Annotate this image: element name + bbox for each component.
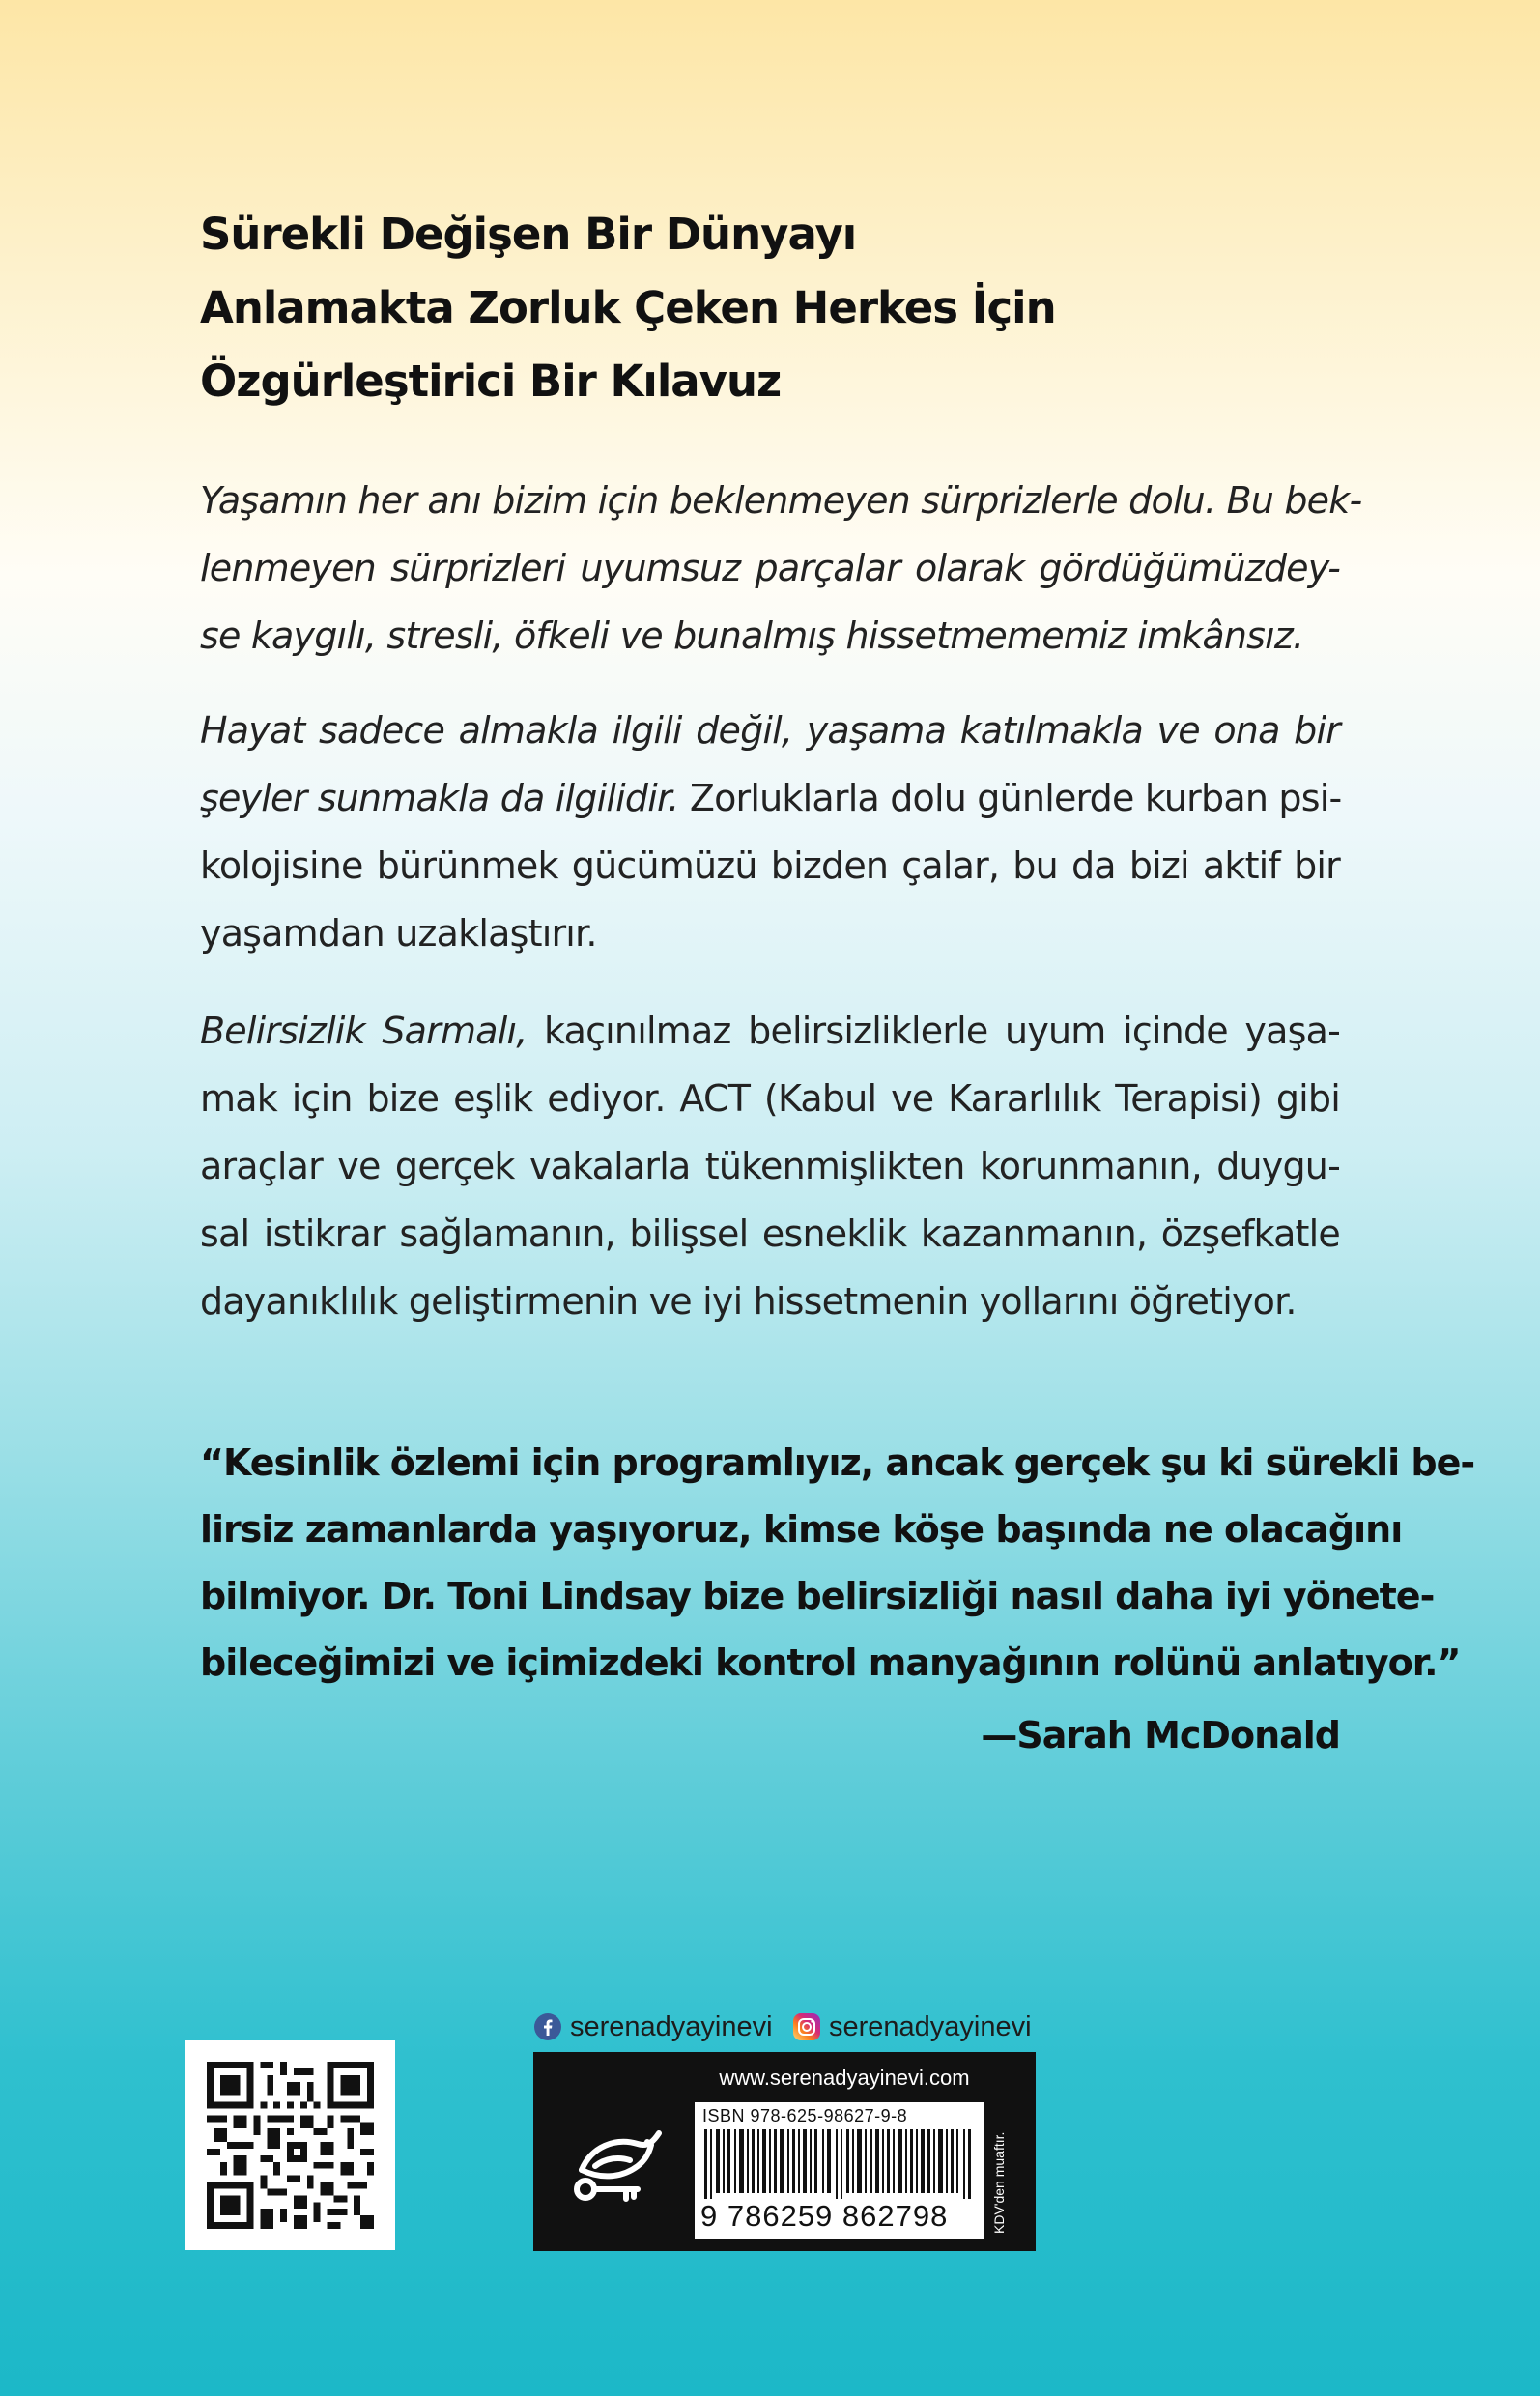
isbn-label: ISBN 978-625-98627-9-8 [702,2106,908,2125]
endorsement-quote [200,1430,1475,1769]
publisher-barcode-block [533,2052,1036,2251]
instagram-handle: serenadyayinevi [829,2011,1032,2042]
quote-line: bileceğimizi ve içimizdeki kontrol manyağının rolünü anlatıyor.” [200,1641,1461,1684]
paragraph-life [200,697,1340,967]
paragraph-line: sal istikrar sağlamanın, bilişsel esneklik kazanmanın, özşefkatle [200,1212,1340,1255]
paragraph-line: yaşamdan uzaklaştırır. [200,912,597,955]
paragraph-line: Hayat sadece almakla ilgili değil, yaşama katılmakla ve ona bir [200,709,1340,752]
bird-key-logo-icon [562,2110,669,2216]
quote-line: bilmiyor. Dr. Toni Lindsay bize belirsizliği nasıl daha iyi yönete- [200,1575,1435,1617]
qr-code-icon[interactable] [185,2040,395,2250]
barcode-digits: 9 786259 862798 [700,2199,949,2233]
facebook-icon [533,2012,562,2041]
paragraph-book [200,997,1340,1335]
paragraph-line: mak için bize eşlik ediyor. ACT (Kabul ve Kararlılık Terapisi) gibi [200,1077,1340,1120]
facebook-link[interactable] [533,2008,773,2046]
paragraph-line: se kaygılı, stresli, öfkeli ve bunalmış hissetmememiz imkânsız. [200,614,1304,657]
quote-line: “Kesinlik özlemi için programlıyız, ancak gerçek şu ki sürekli be- [200,1441,1475,1484]
headline-line: Anlamakta Zorluk Çeken Herkes İçin [200,282,1056,333]
paragraph-line: kolojisine bürünmek gücümüzü bizden çalar, bu da bizi aktif bir [200,844,1340,887]
instagram-link[interactable] [792,2008,1032,2046]
instagram-icon [792,2012,821,2041]
paragraph-line: Belirsizlik Sarmalı, kaçınılmaz belirsizliklerle uyum içinde yaşa- [200,1010,1340,1052]
barcode [695,2102,984,2239]
headline-line: Sürekli Değişen Bir Dünyayı [200,209,857,260]
website-link[interactable]: www.serenadyayinevi.com [719,2066,970,2090]
paragraph-line: araçlar ve gerçek vakalarla tükenmişlikten korunmanın, duygu- [200,1145,1340,1187]
headline [200,198,1359,418]
tax-note: KDV'den muaftır. [991,2131,1007,2234]
paragraph-line: şeyler sunmakla da ilgilidir. Zorluklarla dolu günlerde kurban psi- [200,777,1342,819]
quote-attribution: —Sarah McDonald [981,1714,1340,1756]
quote-line: lirsiz zamanlarda yaşıyoruz, kimse köşe başında ne olacağını [200,1508,1403,1551]
paragraph-line: Yaşamın her anı bizim için beklenmeyen sürprizlerle dolu. Bu bek- [200,479,1362,522]
paragraph-line: dayanıklılık geliştirmenin ve iyi hissetmenin yollarını öğretiyor. [200,1280,1297,1323]
headline-line: Özgürleştirici Bir Kılavuz [200,356,782,407]
paragraph-line: lenmeyen sürprizleri uyumsuz parçalar olarak gördüğümüzdey- [200,547,1340,589]
facebook-handle: serenadyayinevi [570,2011,773,2042]
paragraph-intro [200,467,1362,670]
